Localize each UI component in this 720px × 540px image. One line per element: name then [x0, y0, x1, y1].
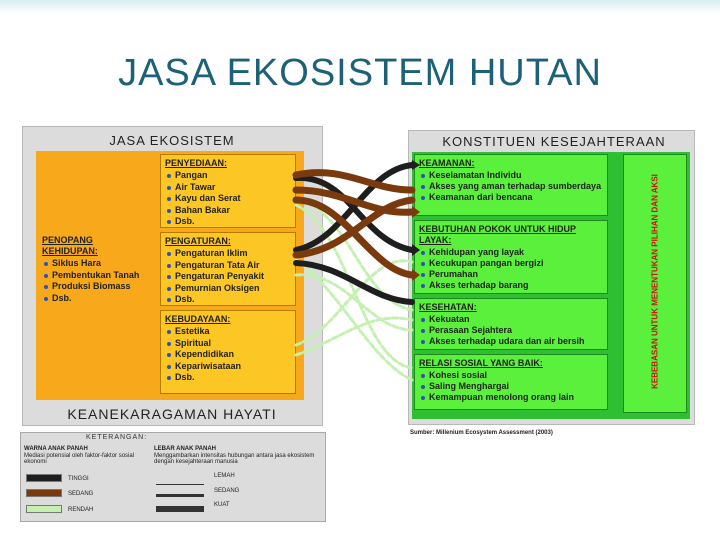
page-title: JASA EKOSISTEM HUTAN — [118, 52, 602, 94]
arrowhead — [412, 269, 420, 281]
list-item: Pembentukan Tanah — [52, 270, 149, 282]
list-item: Spiritual — [175, 338, 291, 350]
arrowhead — [412, 244, 420, 256]
pengaturan-title: PENGATURAN: — [165, 236, 231, 246]
list-item: Keamanan dari bencana — [429, 192, 603, 203]
ecosystem-services-header: JASA EKOSISTEM — [109, 133, 235, 148]
swatch-tinggi — [26, 474, 62, 482]
legend-lemah: LEMAH — [214, 473, 235, 479]
kebudayaan-title: KEBUDAYAAN: — [165, 314, 231, 324]
width-sedang-line — [156, 494, 204, 497]
list-item: Pemurnian Oksigen — [175, 283, 291, 295]
penopang-title: PENOPANG KEHIDUPAN: — [42, 235, 98, 256]
list-item: Akses terhadap barang — [429, 280, 603, 291]
list-item: Kecukupan pangan bergizi — [429, 258, 603, 269]
legend-color-desc: Mediasi potensial oleh faktor-faktor sosial ekonomi — [24, 453, 135, 465]
list-item: Pengaturan Penyakit — [175, 271, 291, 283]
kesehatan-title: KESEHATAN: — [419, 302, 477, 312]
legend-tinggi: TINGGI — [68, 476, 89, 482]
source-note: Sumber: Millenium Ecosystem Assessment (2003) — [410, 430, 553, 436]
list-item: Dsb. — [175, 216, 291, 228]
list-item: Akses terhadap udara dan air bersih — [429, 336, 603, 347]
penyediaan-title: PENYEDIAAN: — [165, 158, 228, 168]
keamanan-title: KEAMANAN: — [419, 158, 475, 168]
legend-sedang-width: SEDANG — [214, 488, 240, 494]
legend-width-desc: Menggambarkan intensitas hubungan antara jasa ekosistem dengan kesejahteraan manusia — [154, 453, 315, 465]
list-item: Kayu dan Serat — [175, 193, 291, 205]
swatch-rendah — [26, 505, 62, 513]
list-item: Pengaturan Tata Air — [175, 260, 291, 272]
freedom-label: KEBEBASAN UNTUK MENENTUKAN PILIHAN DAN AKSI — [650, 174, 660, 389]
relasi-title: RELASI SOSIAL YANG BAIK: — [419, 358, 543, 368]
list-item: Akses yang aman terhadap sumberdaya — [429, 181, 602, 191]
list-item: Dsb. — [175, 294, 291, 306]
width-kuat-line — [156, 506, 204, 512]
list-item: Siklus Hara — [52, 258, 149, 270]
list-item: Pengaturan Iklim — [175, 248, 291, 260]
legend-color-title: WARNA ANAK PANAH — [24, 446, 88, 452]
arrowhead — [412, 160, 420, 170]
wellbeing-header: KONSTITUEN KESEJAHTERAAN — [442, 134, 666, 149]
legend-width-title: LEBAR ANAK PANAH — [154, 446, 216, 452]
legend-sedang: SEDANG — [68, 491, 94, 497]
list-item: Pangan — [175, 170, 291, 182]
legend-title: KETERANGAN: — [86, 434, 148, 441]
list-item: Bahan Bakar — [175, 205, 291, 217]
list-item: Keselamatan Individu — [429, 170, 603, 181]
biodiversity-footer: KEANEKARAGAMAN HAYATI — [67, 406, 277, 422]
list-item: Dsb. — [175, 372, 291, 384]
list-item: Kehidupan yang layak — [429, 247, 603, 258]
list-item: Kemampuan menolong orang lain — [429, 392, 603, 403]
list-item: Air Tawar — [175, 182, 291, 194]
kebutuhan-title: KEBUTUHAN POKOK UNTUK HIDUP LAYAK: — [419, 224, 576, 245]
list-item: Dsb. — [52, 293, 149, 305]
list-item: Kependidikan — [175, 349, 291, 361]
list-item: Perasaan Sejahtera — [429, 325, 603, 336]
list-item: Perumahan — [429, 269, 603, 280]
list-item: Produksi Biomass — [52, 281, 149, 293]
legend-rendah: RENDAH — [68, 507, 94, 513]
legend-kuat: KUAT — [214, 502, 230, 508]
list-item: Kepariwisataan — [175, 361, 291, 373]
arrowhead — [412, 206, 420, 218]
swatch-sedang — [26, 489, 62, 497]
list-item: Saling Menghargai — [429, 381, 603, 392]
list-item: Kekuatan — [429, 314, 603, 325]
width-lemah-line — [156, 484, 204, 485]
list-item: Estetika — [175, 326, 291, 338]
list-item: Kohesi sosial — [429, 370, 603, 381]
